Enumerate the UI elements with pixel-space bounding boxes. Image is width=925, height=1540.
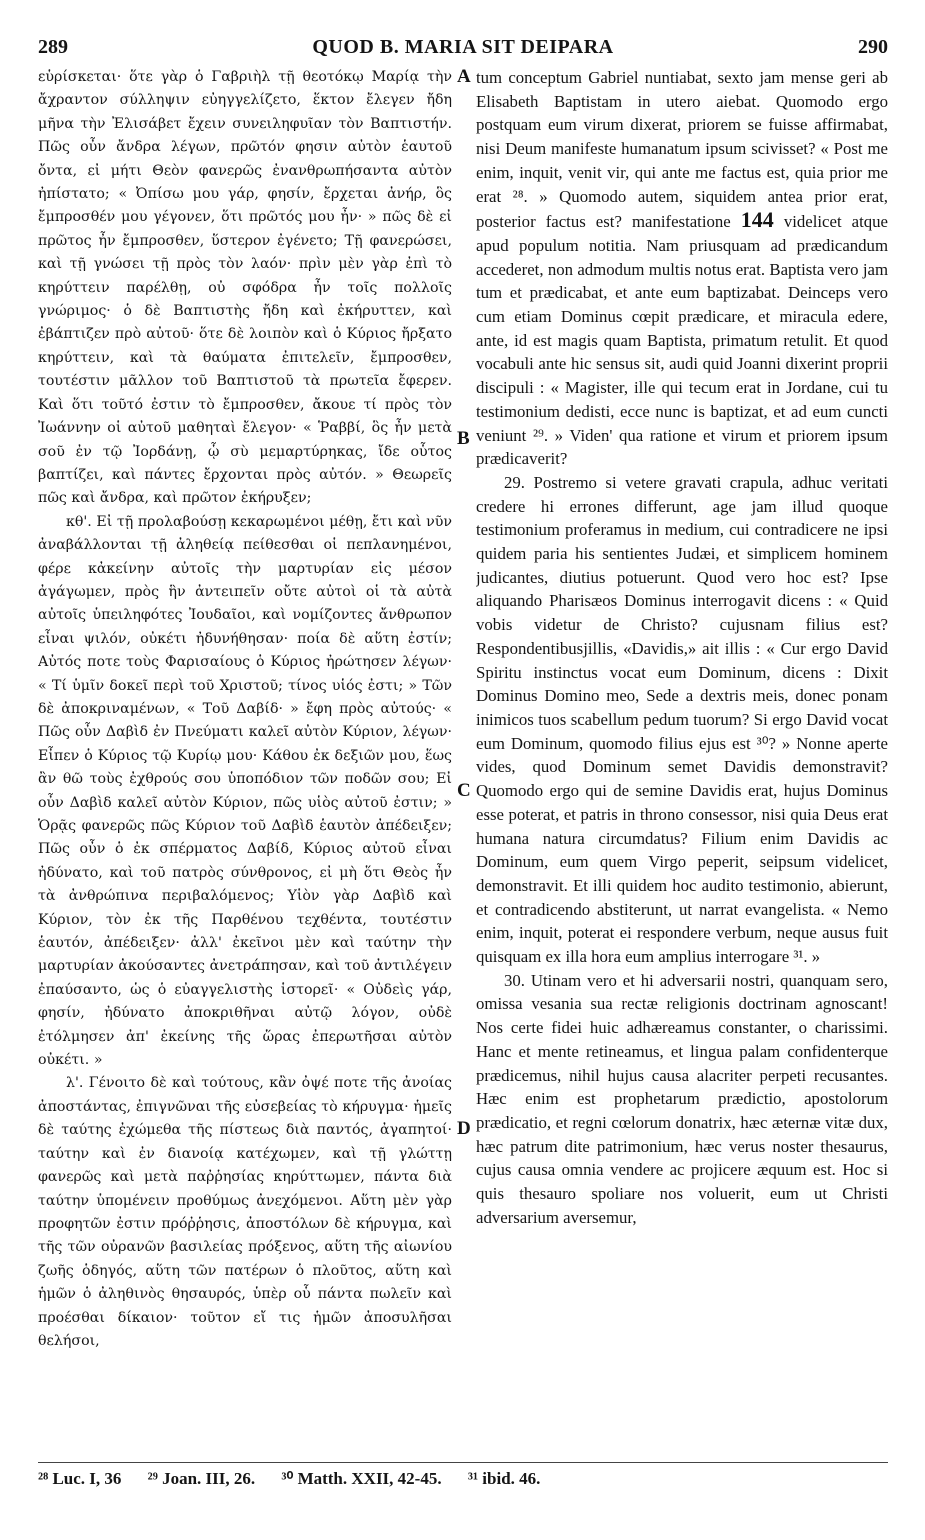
footnote-28: ²⁸ Luc. I, 36 <box>38 1469 122 1488</box>
footnote-29: ²⁹ Joan. III, 26. <box>147 1469 256 1488</box>
latin-column <box>476 66 888 1441</box>
greek-column <box>38 66 452 1441</box>
greek-paragraph-3: λ'. Γένοιτο δὲ καὶ τούτους, κἂν ὀψέ ποτε τῆς ἀνοίας ἀποστάντας, ἐπιγνῶναι τῆς εὐσεβείας τὸ κήρυγμα· ἡμεῖς δὲ ταύτης ἐχώμεθα τῆς πίστεως διὰ παντός, ἀγαπητοί· ταύτην καὶ ἐν διανοίᾳ κατέχωμεν, καὶ τῇ γλώττῃ φανερῶς καὶ μετὰ παῤῥησίας κηρύττωμεν, πάντα διὰ ταύτην ὑπομένειν προθύμως ἀνεχόμενοι. Αὕτη μὲν γὰρ προφητῶν ἐστιν πρόῤῥησις, ἀποστόλων δὲ κήρυγμα, καὶ τῆς τῶν οὐρανῶν βασιλείας πρόξενος, αὕτη τῆς αἰωνίου ζωῆς ὁδηγός, αὕτη τῶν πατέρων ὁ πλοῦτος, αὕτη καὶ ἡμῶν ὁ ἀληθινὸς θησαυρός, ὑπὲρ οὗ πάντα πωλεῖν καὶ προέσθαι δίκαιον· τοῦτον εἴ τις ἡμῶν ἀποσυλῆσαι θελήσοι, <box>38 1075 452 1349</box>
latin-paragraph-1-part-b: videlicet atque apud populum notitia. Nam priusquam ad prædicandum accederet, non admodum multis notus erat. Baptista vero jam tum et prædicabat, et ante eum baptizabat. Deinceps vero cum etiam Dominus cœpit prædicare, et miracula edere, ante, id est magis quam Baptista, primatum retulit. Et quod vocabuli ante hic sensus sit, audi quid Joanni dixerint proprii discipuli : « Magister, ille qui tecum erat in Jordane, cui tu testimonium dedisti, ecce nunc is baptizat, et ad eum cuncti veniunt ²⁹. » Viden' qua ratione et virum et priorem ipsum prædicaverit? <box>476 212 888 469</box>
latin-paragraph-3: 30. Utinam vero et hi adversarii nostri, quanquam sero, omissa vesania sua rectæ religionis doctrinam agnoscant! Nos certe fidei huic adhæreamus constanter, o charissimi. Hanc et mente retineamus, et lingua palam confidenterque prædicemus, nihil hujus causa alacriter perpeti recusantes. Hæc enim est prophetarum prædictio, apostolorum prædicatio, et regni cœlorum donatrix, hæc æternæ vitæ dux, hæc patrum dite patrimonium, hæc verus noster thesaurus, cujus causa omnia vendere ac projicere æquum est. Hoc si quis thesauro spoliare nos voluerit, eum ut Christi adversarium aversemur, <box>476 970 888 1227</box>
margin-letter-c: C <box>457 780 471 801</box>
footnote-31: ³¹ ibid. 46. <box>467 1469 541 1488</box>
greek-paragraph-2: κθ'. Εἰ τῇ προλαβούσῃ κεκαρωμένοι μέθῃ, ἔτι καὶ νῦν ἀναβάλλονται τῇ ἀληθείᾳ πείθεσθαι οἱ πεπλανημένοι, φέρε κἀκείνην αὐτοῖς τὴν μαρτυρίαν εἰς μέσον ἀγάγωμεν, πρὸς ἣν ἀντειπεῖν οὔτε αὐτοὶ οἱ τὰ αὐτὰ αὐτοῖς ὑπειληφότες Ἰουδαῖοι, καὶ νομίζοντες ἄνθρωπον εἶναι ψιλόν, οὐκέτι ἠδυνήθησαν· ποία δὲ αὕτη ἐστίν; Αὐτός ποτε τοὺς Φαρισαίους ὁ Κύριος ἠρώτησεν λέγων· « Τί ὑμῖν δοκεῖ περὶ τοῦ Χριστοῦ; τίνος υἱός ἐστι; » Τῶν δὲ ἀποκριναμένων, « Τοῦ Δαβίδ· » ἔφη πρὸς αὐτούς· « Πῶς οὖν Δαβὶδ ἐν Πνεύματι καλεῖ αὐτὸν Κύριον, λέγων· Εἶπεν ὁ Κύριος τῷ Κυρίῳ μου· Κάθου ἐκ δεξιῶν μου, ἕως ἂν θῶ τοὺς ἐχθρούς σου ὑποπόδιον τῶν ποδῶν σου; Εἰ οὖν Δαβὶδ καλεῖ αὐτὸν Κύριον, πῶς υἱὸς αὐτοῦ ἐστιν; » Ὁρᾷς φανερῶς πῶς Κύριον τοῦ Δαβὶδ ἑαυτὸν ἀπέδειξεν; Πῶς οὖν ὁ ἐκ σπέρματος Δαβίδ, Κύριος αὐτοῦ εἶναι ἠδύνατο, καὶ τοῦ πατρὸς σύνθρονος, εἰ μὴ ὅτι Θεὸς ἦν τὰ ἀνθρώπινα περιβαλόμενος; Υἱὸν γὰρ Δαβὶδ καὶ Κύριον, τὸν ἐκ τῆς Παρθένου τεχθέντα, τουτέστιν ἑαυτόν, ἀπέδειξεν· ἀλλ' ἐκεῖνοι μὲν καὶ ταύτην τὴν μαρτυρίαν ἀκούσαντες ἀνετράπησαν, καὶ τοῦ ἀντιλέγειν ἐπαύσαντο, ὡς ὁ εὐαγγελιστὴς ἱστορεῖ· « Οὐδεὶς γάρ, φησίν, ἠδύνατο ἀποκριθῆναι αὐτῷ λόγον, οὐδὲ ἐτόλμησεν ἀπ' ἐκείνης τῆς ὥρας ἐπερωτῆσαι αὐτὸν οὐκέτι. » <box>38 513 452 1069</box>
page-header <box>38 36 888 58</box>
left-page-number: 289 <box>38 36 68 58</box>
margin-letter-b: B <box>457 428 470 449</box>
latin-paragraph-1-part-a: tum conceptum Gabriel nuntiabat, sexto jam mense geri ab Elisabeth Baptistam in utero aiebat. Quomodo ergo postquam eum virum dixerat, priorem se fuisse affirmabat, nisi Deum manifeste humanatum ipsum scivisset? « Post me enim, inquit, venit vir, qui ante me factus est, quia prior me erat ²⁸. » Quomodo autem, siquidem antea prior erat, posterior factus est? manifestatione <box>476 68 888 232</box>
footnotes <box>38 1462 888 1497</box>
latin-paragraph-1 <box>476 66 888 471</box>
greek-paragraph-1: εὑρίσκεται· ὅτε γὰρ ὁ Γαβριὴλ τῇ θεοτόκῳ Μαρίᾳ τὴν ἄχραντον σύλληψιν εὐηγγελίζετο, ἕκτον ἔλεγεν ἤδη μῆνα τὴν Ἐλισάβετ ἔχειν συνειληφυῖαν τὸν Βαπτιστήν. Πῶς οὖν ἄνδρα λέγων, πρῶτόν φησιν αὐτὸν ἑαυτοῦ ὄντα, εἰ μήτι Θεὸν φανερῶς ἐνανθρωπήσαντα αὐτὸν ἠπίστατο; « Ὀπίσω μου γάρ, φησίν, ἔρχεται ἀνήρ, ὃς ἔμπροσθέν μου γέγονεν, ὅτι πρῶτός μου ἦν· » πῶς δὲ εἰ πρῶτος ἦν ἔμπροσθεν, ὕστερον ἐγένετο; Τῇ φανερώσει, καὶ τῇ γνώσει τῇ πρὸς τὸν λαόν· πρὶν μὲν γὰρ ἐπὶ τὸ κηρύττειν παρέλθῃ, οὐ σφόδρα ἦν τοῖς πολλοῖς γνώριμος· ὁ δὲ Βαπτιστὴς ἤδη καὶ ἐκήρυττεν, καὶ ἐβάπτιζεν πρὸ αὐτοῦ· ὅτε δὲ λοιπὸν καὶ ὁ Κύριος ἤρξατο κηρύττειν, καὶ τὰ θαύματα ἐπιτελεῖν, ἔμπροσθεν, τουτέστιν μᾶλλον τοῦ Βαπτιστοῦ τὰ πρωτεῖα ἔφερεν. Καὶ ὅτι τοῦτό ἐστιν τὸ ἔμπροσθεν, ἄκουε τί πρὸς τὸν Ἰωάννην οἱ αὐτοῦ μαθηταὶ ἔλεγον· « Ῥαββί, ὃς ἦν μετὰ σοῦ ἐν τῷ Ἰορδάνῃ, ᾧ σὺ μεμαρτύρηκας, ἴδε οὗτος βαπτίζει, καὶ πάντες ἔρχονται πρὸς αὐτόν. » Θεωρεῖς πῶς καὶ ἄνδρα, καὶ πρῶτον ἐκήρυξεν; <box>38 69 452 507</box>
edition-page-marker: 144 <box>740 207 774 233</box>
footnote-30: ³⁰ Matth. XXII, 42-45. <box>281 1469 442 1488</box>
margin-letter-d: D <box>457 1118 471 1139</box>
right-page-number: 290 <box>858 36 888 58</box>
running-title: QUOD B. MARIA SIT DEIPARA <box>312 36 614 58</box>
margin-letter-a: A <box>457 66 471 87</box>
latin-paragraph-2: 29. Postremo si vetere gravati crapula, adhuc veritati credere hi errones differunt, age jam illud quoque testimonium proferamus in medium, cui contradicere ne ipsi quidem paria his sentientes Judæi, et simplicem hominem judicantes, diutius potuerunt. Quod vero hoc est? Ipse aliquando Pharisæos Dominus interrogavit dicens : « Quid vobis videtur de Christo? cujusnam filius est? Respondentibusjillis, «Davidis,» ait illis : « Cur ergo David Spiritu instinctus vocat eum Dominum, dicens : Dixit Dominus Domino meo, Sede a dextris meis, donec ponam inimicos tuos scabellum pedum tuorum? Si ergo David vocat eum Dominum, quomodo filius ejus est ³⁰? » Nonne aperte vides, quod Dominum semet Davidis demonstravit? Quomodo ergo qui de semine Davidis erat, hujus Dominus esse poterat, et patris in throno consessor, nisi quia Deus erat humana natura circumdatus? Filium enim Davidis ac Dominum, eum quem Virgo peperit, seipsum videlicet, demonstravit. Et illi quidem hoc audito testimonio, abierunt, et contradicendo abstiterunt, ut narrat evangelista. « Nemo enim, inquit, poterat ei respondere verbum, neque ausus fuit quisquam ex illa hora eum amplius interrogare ³¹. » <box>476 472 888 967</box>
